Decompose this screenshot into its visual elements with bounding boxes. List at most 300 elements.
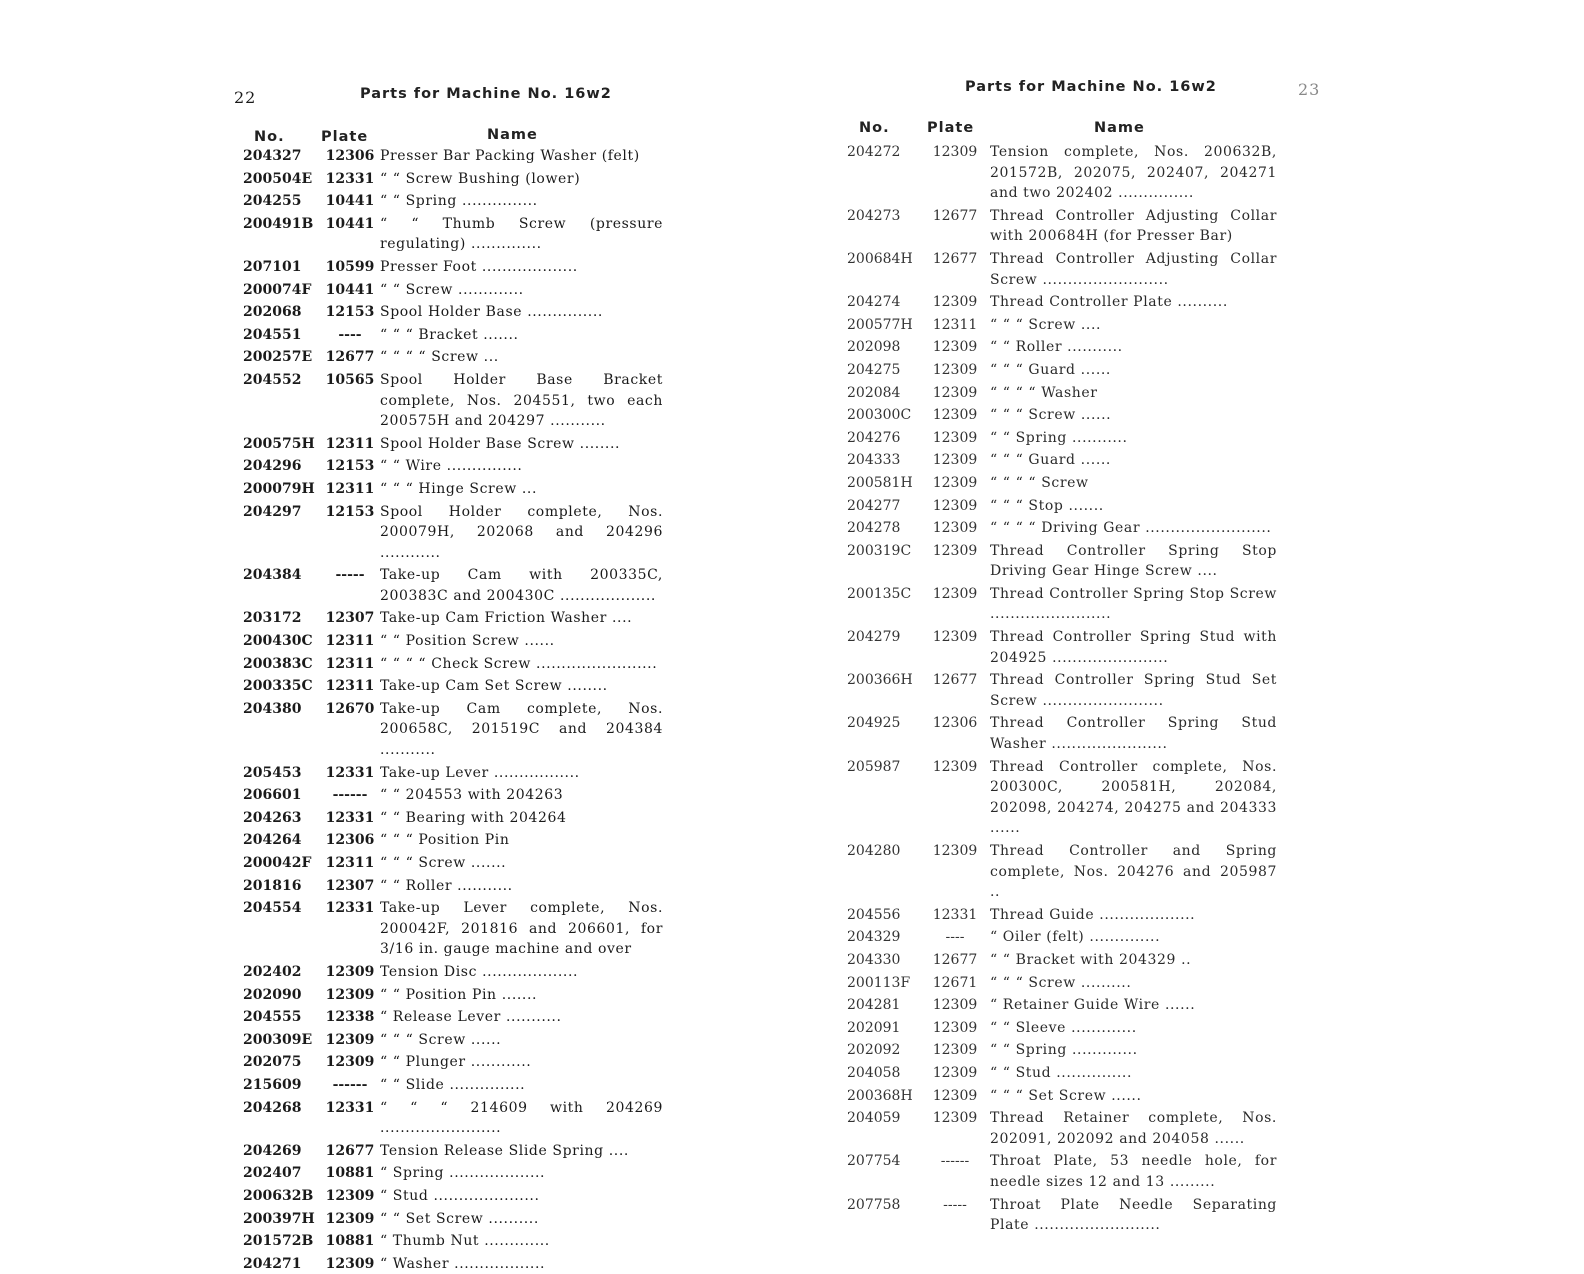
plate-number: 12309: [325, 1031, 375, 1048]
part-name: “ Retainer Guide Wire ......: [990, 997, 1196, 1014]
part-number: 204278: [847, 520, 901, 537]
table-row: [243, 876, 663, 897]
part-number: 204058: [847, 1064, 901, 1081]
table-row: [847, 1040, 1277, 1061]
table-row: [243, 1098, 669, 1139]
plate-number: 12331: [325, 809, 375, 826]
table-row: [243, 214, 669, 255]
table-row: [847, 518, 1277, 539]
part-name: “ “ “ “ Screw: [990, 474, 1089, 491]
plate-number: 12311: [325, 633, 375, 650]
part-name: “ “ Bearing with 204264: [380, 809, 567, 826]
plate-number: 12306: [932, 715, 978, 732]
table-row: [243, 898, 669, 960]
part-number: 207758: [847, 1196, 901, 1213]
part-name: Tension Disc ...................: [380, 963, 579, 980]
part-name: “ “ “ “ Driving Gear .........................: [990, 520, 1272, 537]
plate-number: 12309: [932, 407, 978, 424]
part-name: “ “ Spring .............: [990, 1042, 1138, 1059]
plate-number: 10441: [325, 193, 375, 210]
part-number: 200335C: [243, 678, 313, 695]
parts-table: [243, 146, 669, 1274]
table-row: [847, 927, 1277, 948]
part-name: “ “ “ Screw ......: [990, 407, 1112, 424]
part-name: “ “ “ “ Check Screw ........................: [380, 655, 658, 672]
plate-number: 12309: [932, 474, 978, 491]
table-row: [243, 1209, 663, 1230]
part-name: “ “ “ “ Screw ...: [380, 349, 499, 366]
table-row: [847, 292, 1277, 313]
part-number: 204333: [847, 452, 901, 469]
parts-table: [847, 142, 1283, 1236]
page-number: 22: [234, 88, 257, 107]
table-row: [847, 670, 1283, 711]
table-row: [847, 142, 1283, 204]
table-row: [243, 1075, 663, 1096]
plate-number: 10441: [325, 215, 375, 232]
table-row: [243, 1186, 663, 1207]
part-number: 204274: [847, 294, 901, 311]
plate-number: 12309: [325, 1187, 375, 1204]
part-number: 202091: [847, 1019, 901, 1036]
part-number: 200430C: [243, 633, 313, 650]
plate-number: 12309: [932, 144, 978, 160]
table-row: [847, 360, 1277, 381]
part-name: Thread Controller Adjusting Collar Screw .........................: [990, 250, 1283, 288]
plate-number: 12153: [325, 458, 375, 475]
part-number: 207101: [243, 258, 302, 275]
page-number: 23: [1298, 80, 1321, 99]
plate-number: 12309: [932, 1042, 978, 1059]
part-name: “ Release Lever ...........: [380, 1009, 562, 1026]
plate-number: 10565: [325, 371, 375, 388]
plate-number: 12309: [325, 963, 375, 980]
part-number: 200577H: [847, 316, 913, 333]
plate-number: 12307: [325, 610, 375, 627]
plate-number: 12331: [325, 170, 375, 187]
part-name: “ “ “ Screw .......: [380, 855, 507, 871]
table-row: [243, 631, 663, 652]
header-no: No.: [254, 129, 285, 145]
plate-number: 12311: [325, 678, 375, 695]
part-name: Take-up Cam with 200335C, 200383C and 200430C ...................: [380, 567, 669, 604]
part-name: Tension Release Slide Spring ....: [380, 1142, 629, 1159]
plate-number: 12309: [932, 585, 978, 602]
part-name: Thread Controller Plate ..........: [990, 294, 1228, 311]
table-row: [243, 370, 669, 432]
table-row: [243, 1254, 663, 1274]
part-number: 200684H: [847, 250, 913, 267]
part-number: 203172: [243, 610, 302, 627]
table-row: [847, 757, 1283, 839]
table-row: [243, 456, 663, 477]
table-row: [243, 434, 663, 455]
part-name: Presser Foot ...................: [380, 258, 578, 275]
part-name: “ “ “ Set Screw ......: [990, 1087, 1142, 1104]
part-number: 204272: [847, 144, 901, 160]
table-row: [847, 1086, 1277, 1107]
part-name: “ Stud .....................: [380, 1187, 540, 1204]
part-number: 200074F: [243, 281, 312, 298]
plate-number: 12677: [325, 349, 375, 366]
plate-number: 12338: [325, 1009, 375, 1026]
part-name: “ “ “ Screw ....: [990, 316, 1102, 333]
part-number: 200042F: [243, 855, 312, 871]
plate-number: 12309: [932, 1087, 978, 1104]
part-number: 202090: [243, 986, 302, 1003]
plate-number: ------: [940, 1153, 970, 1170]
part-number: 200300C: [847, 407, 912, 424]
part-name: Thread Controller Adjusting Collar with 200684H (for Presser Bar): [990, 207, 1283, 245]
table-row: [847, 405, 1277, 426]
table-row: [847, 973, 1277, 994]
table-row: [243, 985, 663, 1006]
table-row: [847, 315, 1277, 336]
part-name: Throat Plate, 53 needle hole, for needle sizes 12 and 13 .........: [990, 1153, 1283, 1190]
part-name: “ “ “ Bracket .......: [380, 326, 519, 343]
plate-number: 12153: [325, 503, 375, 520]
table-row: [243, 962, 663, 983]
plate-number: 12311: [325, 435, 375, 452]
part-name: “ “ “ Guard ......: [990, 361, 1111, 378]
table-row: [847, 1151, 1283, 1192]
plate-number: 12309: [932, 758, 978, 775]
header-plate: Plate: [927, 120, 975, 136]
part-number: 204556: [847, 906, 901, 923]
plate-number: 12309: [932, 1064, 978, 1081]
table-row: [243, 699, 669, 761]
plate-number: 12311: [932, 316, 978, 333]
plate-number: 12309: [325, 1210, 375, 1227]
table-row: [847, 428, 1277, 449]
table-row: [243, 169, 663, 190]
plate-number: 12309: [325, 1054, 375, 1071]
part-name: “ “ “ Position Pin: [380, 832, 510, 849]
part-name: Thread Controller Spring Stud Set Screw ........................: [990, 672, 1283, 709]
header-name: Name: [487, 127, 538, 143]
table-row: [243, 1007, 663, 1028]
table-row: [243, 325, 663, 346]
part-name: “ “ Spring ...........: [990, 429, 1128, 446]
table-row: [847, 496, 1277, 517]
part-name: Take-up Cam Set Screw ........: [380, 678, 608, 695]
part-name: “ “ “ Screw ..........: [990, 974, 1132, 991]
part-name: “ “ Stud ...............: [990, 1064, 1133, 1081]
part-number: 200366H: [847, 672, 913, 689]
part-name: Thread Controller Spring Stud Washer .......................: [990, 715, 1283, 753]
part-number: 204297: [243, 503, 302, 520]
table-row: [243, 763, 663, 784]
table-row: [243, 830, 663, 851]
plate-number: 10881: [325, 1165, 375, 1182]
part-name: Spool Holder Base Screw ........: [380, 435, 621, 452]
table-row: [847, 249, 1283, 290]
part-name: Take-up Cam complete, Nos. 200658C, 201519C and 204384 ...........: [380, 700, 669, 759]
running-title: Parts for Machine No. 16w2: [965, 79, 1217, 95]
part-name: Spool Holder complete, Nos. 200079H, 202068 and 204296 ............: [380, 503, 669, 561]
plate-number: 12311: [325, 480, 375, 497]
part-name: Take-up Cam Friction Washer ....: [380, 610, 633, 627]
table-row: [243, 502, 669, 564]
part-number: 201572B: [243, 1233, 314, 1250]
part-number: 200581H: [847, 474, 913, 491]
part-name: “ “ 204553 with 204263: [380, 787, 564, 804]
part-name: “ Spring ...................: [380, 1165, 546, 1182]
part-name: Tension complete, Nos. 200632B, 201572B, 202075, 202407, 204271 and two 202402 ...............: [990, 144, 1283, 202]
table-row: [243, 565, 669, 606]
plate-number: 12331: [325, 900, 375, 917]
part-name: “ “ Roller ...........: [380, 877, 513, 894]
plate-number: 12309: [932, 629, 978, 646]
part-name: “ “ Screw Bushing (lower): [380, 170, 581, 187]
table-row: [847, 541, 1283, 582]
part-name: Thread Retainer complete, Nos. 202091, 202092 and 204058 ......: [990, 1110, 1283, 1147]
part-name: “ “ Set Screw ..........: [380, 1210, 539, 1227]
plate-number: 12331: [932, 906, 978, 923]
part-name: “ “ Wire ...............: [380, 458, 523, 475]
part-number: 204255: [243, 193, 302, 210]
part-name: Spool Holder Base ...............: [380, 304, 603, 321]
part-number: 200257E: [243, 349, 313, 366]
part-number: 204271: [243, 1255, 302, 1272]
table-row: [243, 191, 663, 212]
table-row: [847, 450, 1277, 471]
part-name: “ “ Thumb Screw (pressure regulating) ..............: [380, 215, 669, 253]
part-number: 202402: [243, 963, 302, 980]
part-name: “ Thumb Nut .............: [380, 1233, 550, 1250]
table-row: [243, 1141, 663, 1162]
part-number: 201816: [243, 877, 302, 894]
table-row: [243, 302, 663, 323]
table-row: [847, 841, 1283, 903]
part-name: “ “ Screw .............: [380, 281, 524, 298]
part-name: “ “ “ Guard ......: [990, 452, 1111, 469]
part-number: 204384: [243, 567, 302, 584]
table-row: [847, 713, 1283, 754]
table-row: [243, 654, 663, 675]
part-name: “ “ “ 214609 with 204269 ........................: [380, 1099, 669, 1137]
part-number: 215609: [243, 1076, 302, 1093]
part-number: 200309E: [243, 1031, 313, 1048]
table-row: [243, 280, 663, 301]
part-name: Take-up Lever .................: [380, 764, 580, 781]
part-number: 205453: [243, 764, 302, 781]
part-name: Presser Bar Packing Washer (felt): [380, 148, 640, 164]
part-number: 202098: [847, 339, 901, 356]
part-number: 204329: [847, 929, 901, 946]
part-number: 204280: [847, 843, 901, 859]
part-name: “ “ Spring ...............: [380, 193, 538, 210]
part-name: Take-up Lever complete, Nos. 200042F, 201816 and 206601, for 3/16 in. gauge machine and over: [380, 900, 669, 958]
part-number: 204277: [847, 497, 901, 514]
plate-number: 12309: [932, 1110, 978, 1127]
part-number: 204281: [847, 997, 901, 1014]
header-plate: Plate: [321, 129, 369, 145]
plate-number: -----: [335, 567, 365, 584]
plate-number: ----: [338, 326, 362, 343]
table-row: [847, 627, 1283, 668]
plate-number: 12670: [325, 700, 375, 717]
part-number: 200632B: [243, 1187, 314, 1204]
table-row: [243, 257, 663, 278]
part-number: 202084: [847, 384, 901, 401]
part-number: 200397H: [243, 1210, 315, 1227]
part-number: 206601: [243, 787, 302, 804]
part-number: 204330: [847, 951, 901, 968]
part-number: 200135C: [847, 585, 912, 602]
part-number: 200504E: [243, 170, 313, 187]
table-row: [847, 950, 1277, 971]
part-name: Thread Guide ...................: [990, 906, 1196, 923]
plate-number: 10599: [325, 258, 375, 275]
part-number: 204276: [847, 429, 901, 446]
part-name: “ “ Position Screw ......: [380, 633, 555, 650]
table-row: [847, 337, 1277, 358]
plate-number: 12153: [325, 304, 375, 321]
running-title: Parts for Machine No. 16w2: [360, 86, 612, 102]
part-name: Spool Holder Base Bracket complete, Nos. 204551, two each 200575H and 204297 ...........: [380, 371, 669, 430]
part-name: “ “ Position Pin .......: [380, 986, 538, 1003]
part-number: 204327: [243, 148, 302, 164]
part-number: 202068: [243, 304, 302, 321]
table-row: [243, 676, 663, 697]
table-row: [243, 347, 663, 368]
table-row: [243, 479, 663, 500]
plate-number: 12306: [325, 148, 375, 164]
plate-number: 12311: [325, 855, 375, 871]
part-number: 200319C: [847, 542, 912, 559]
plate-number: 12309: [932, 997, 978, 1014]
part-name: “ “ “ Stop .......: [990, 497, 1104, 514]
part-name: Throat Plate Needle Separating Plate .........................: [990, 1196, 1283, 1234]
part-name: “ “ “ Hinge Screw ...: [380, 480, 538, 497]
part-number: 200368H: [847, 1087, 913, 1104]
part-number: 204263: [243, 809, 302, 826]
part-number: 204275: [847, 361, 901, 378]
plate-number: 12309: [325, 986, 375, 1003]
part-name: Thread Controller Spring Stud with 204925 .......................: [990, 629, 1283, 666]
plate-number: 12309: [932, 429, 978, 446]
table-row: [243, 1030, 663, 1051]
part-number: 204279: [847, 629, 901, 646]
table-row: [847, 383, 1277, 404]
left-page: [0, 0, 792, 1272]
plate-number: 12309: [932, 339, 978, 356]
plate-number: 10441: [325, 281, 375, 298]
part-name: “ Washer ..................: [380, 1255, 546, 1272]
part-name: “ “ Roller ...........: [990, 339, 1123, 356]
table-row: [243, 1052, 663, 1073]
part-number: 204554: [243, 900, 302, 917]
table-row: [847, 206, 1283, 247]
plate-number: 12331: [325, 764, 375, 781]
plate-number: 10881: [325, 1233, 375, 1250]
table-row: [847, 1195, 1283, 1236]
part-number: 202075: [243, 1054, 302, 1071]
table-row: [847, 473, 1277, 494]
right-page: [792, 0, 1584, 1234]
part-number: 207754: [847, 1153, 901, 1170]
plate-number: 12311: [325, 655, 375, 672]
part-name: “ “ Bracket with 204329 ..: [990, 951, 1192, 968]
table-row: [847, 584, 1283, 625]
part-name: “ “ Sleeve .............: [990, 1019, 1137, 1036]
plate-number: 12309: [932, 1019, 978, 1036]
part-name: Thread Controller complete, Nos. 200300C, 200581H, 202084, 202098, 204274, 204275 and 204333 ......: [990, 758, 1283, 837]
part-number: 204555: [243, 1009, 302, 1026]
plate-number: 12309: [932, 452, 978, 469]
part-name: “ “ Plunger ............: [380, 1054, 532, 1071]
plate-number: ------: [332, 1076, 368, 1093]
part-name: Thread Controller Spring Stop Driving Gear Hinge Screw ....: [990, 542, 1283, 580]
plate-number: 12309: [932, 497, 978, 514]
part-number: 205987: [847, 758, 901, 775]
part-number: 202092: [847, 1042, 901, 1059]
plate-number: 12309: [932, 542, 978, 559]
table-row: [243, 1231, 663, 1252]
table-row: [243, 146, 663, 167]
part-number: 204269: [243, 1142, 302, 1159]
plate-number: 12309: [932, 294, 978, 311]
table-row: [847, 1063, 1277, 1084]
part-name: Thread Controller and Spring complete, Nos. 204276 and 205987 ..: [990, 843, 1283, 901]
part-number: 200491B: [243, 215, 314, 232]
header-no: No.: [859, 120, 890, 136]
plate-number: 12677: [932, 951, 978, 968]
header-name: Name: [1094, 120, 1145, 136]
plate-number: ------: [332, 787, 368, 804]
table-row: [243, 1163, 663, 1184]
plate-number: 12677: [932, 672, 978, 689]
table-row: [847, 1108, 1283, 1149]
plate-number: 12309: [932, 843, 978, 859]
part-number: 200575H: [243, 435, 315, 452]
part-number: 200113F: [847, 974, 911, 991]
table-row: [847, 905, 1277, 926]
plate-number: 12309: [932, 361, 978, 378]
plate-number: 12309: [932, 384, 978, 401]
part-number: 204925: [847, 715, 901, 732]
part-number: 204552: [243, 371, 302, 388]
part-number: 200383C: [243, 655, 313, 672]
part-name: “ “ Slide ...............: [380, 1076, 526, 1093]
plate-number: 12677: [325, 1142, 375, 1159]
part-number: 204296: [243, 458, 302, 475]
table-row: [243, 608, 663, 629]
plate-number: 12677: [932, 207, 978, 224]
part-name: Thread Controller Spring Stop Screw ........................: [990, 585, 1283, 623]
plate-number: 12677: [932, 250, 978, 267]
plate-number: -----: [943, 1196, 967, 1213]
plate-number: 12671: [932, 974, 978, 991]
part-number: 204059: [847, 1110, 901, 1127]
table-row: [243, 785, 663, 806]
part-number: 204264: [243, 832, 302, 849]
plate-number: ----: [945, 929, 965, 946]
part-name: “ “ “ Screw ......: [380, 1031, 502, 1048]
part-number: 204273: [847, 207, 901, 224]
table-row: [847, 1018, 1277, 1039]
plate-number: 12309: [932, 520, 978, 537]
plate-number: 12307: [325, 877, 375, 894]
part-name: “ “ “ “ Washer: [990, 384, 1098, 401]
plate-number: 12331: [325, 1099, 375, 1116]
plate-number: 12309: [325, 1255, 375, 1272]
part-number: 204268: [243, 1099, 302, 1116]
part-number: 202407: [243, 1165, 302, 1182]
table-row: [243, 853, 663, 874]
table-row: [847, 995, 1277, 1016]
